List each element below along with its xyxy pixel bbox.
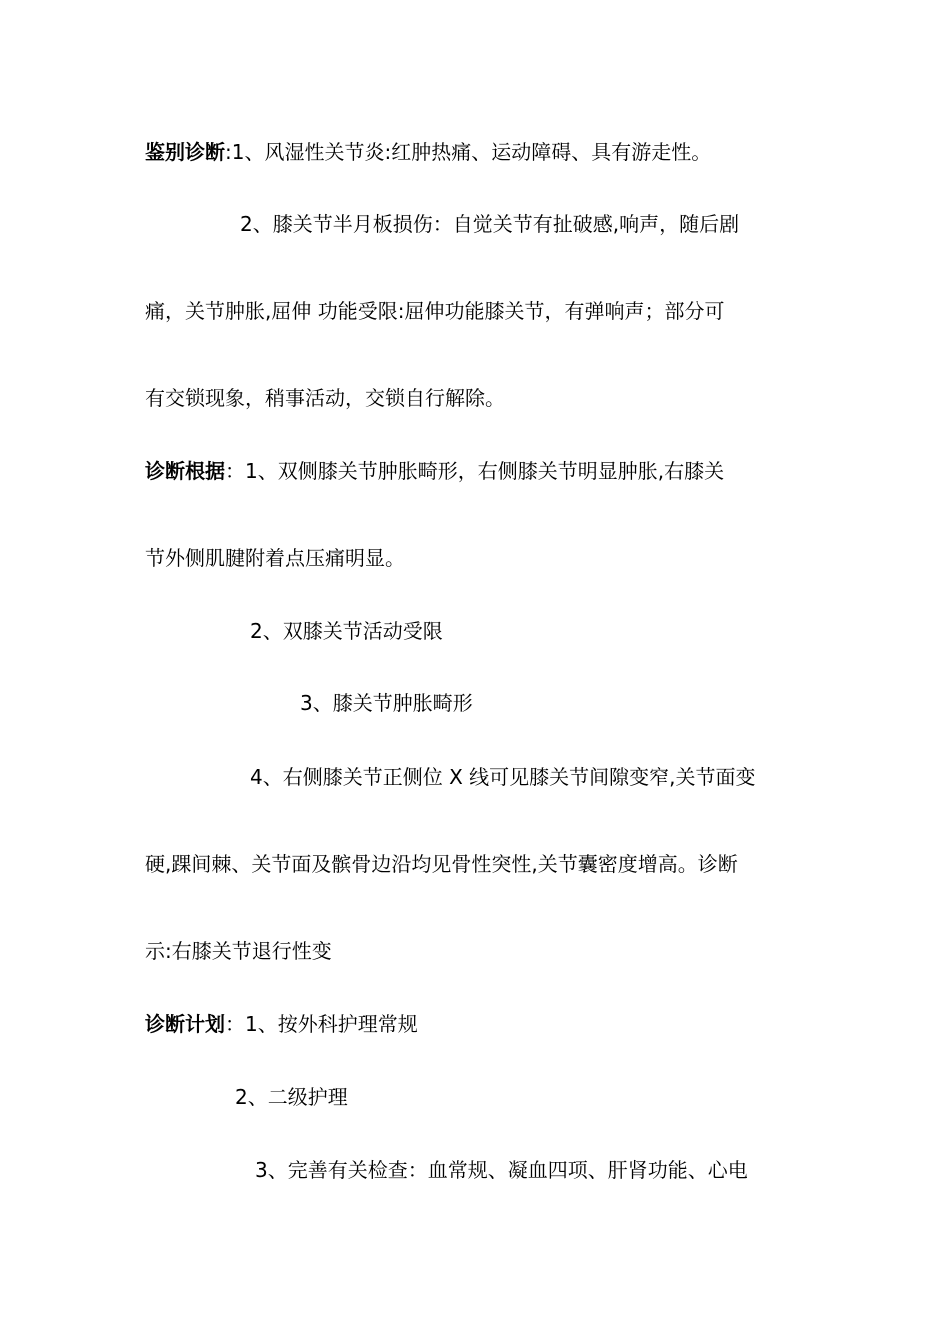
plan-item-1 (145, 1011, 418, 1037)
differential-item-2-line-2: 痛，关节肿胀,屈伸 功能受限:屈伸功能膝关节，有弹响声；部分可 (145, 299, 725, 323)
differential-item-2-line-1: 2、膝关节半月板损伤：自觉关节有扯破感,响声，随后剧 (240, 212, 740, 236)
basis-item-1-text: ：1、双侧膝关节肿胀畸形，右侧膝关节明显肿胀,右膝关 (225, 459, 725, 483)
basis-item-4-line-1: 4、右侧膝关节正侧位 X 线可见膝关节间隙变窄,关节面变 (250, 765, 756, 789)
plan-item-1-text: ：1、按外科护理常规 (225, 1012, 418, 1036)
plan-item-3: 3、完善有关检查：血常规、凝血四项、肝肾功能、心电 (255, 1158, 748, 1182)
basis-item-1-line-2: 节外侧肌腱附着点压痛明显。 (145, 546, 405, 570)
differential-item-1 (145, 139, 711, 165)
plan-label: 诊断计划 (145, 1012, 225, 1036)
plan-item-2: 2、二级护理 (235, 1085, 348, 1109)
differential-item-2-line-3: 有交锁现象，稍事活动，交锁自行解除。 (145, 386, 505, 410)
basis-item-1-line-1 (145, 458, 724, 484)
basis-item-4-line-3: 示:右膝关节退行性变 (145, 939, 332, 963)
differential-item-1-text: :1、风湿性关节炎:红肿热痛、运动障碍、具有游走性。 (225, 140, 712, 164)
basis-item-2: 2、双膝关节活动受限 (250, 619, 443, 643)
differential-label: 鉴别诊断 (145, 140, 225, 164)
basis-item-3: 3、膝关节肿胀畸形 (300, 691, 473, 715)
basis-item-4-line-2: 硬,踝间棘、关节面及髌骨边沿均见骨性突性,关节囊密度增高。诊断 (145, 852, 738, 876)
basis-label: 诊断根据 (145, 459, 225, 483)
